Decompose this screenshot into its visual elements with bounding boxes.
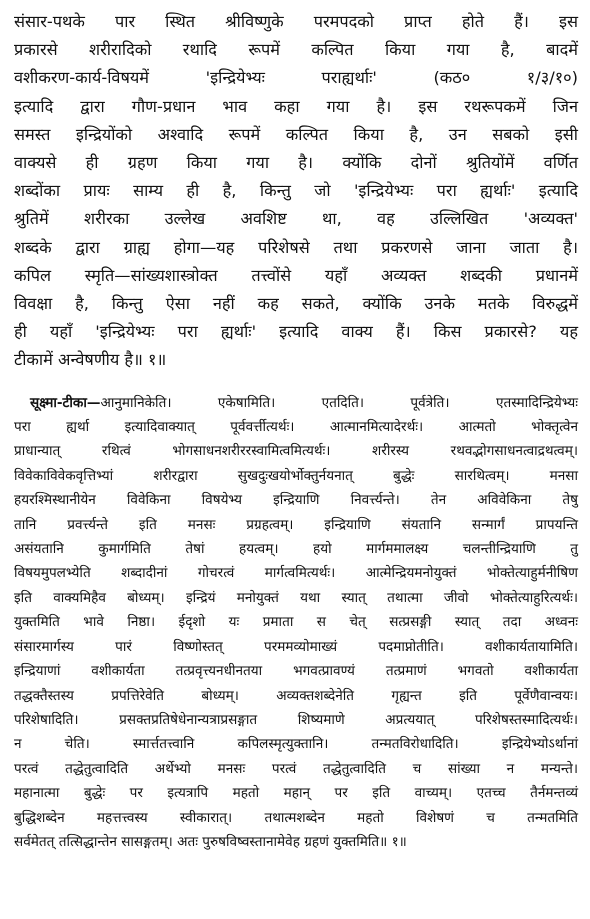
text-line: इति वाक्यमिहैव बोध्यम्। इन्द्रियं मनोयुक्तं यथा स्यात् तथात्मा जीवो भोक्तेत्याहुरित्यर्थः।	[14, 589, 578, 606]
text-line: शब्दके द्वारा ग्राह्य होगा—यह परिशेषसे तथा प्रकरणसे जाना जाता है।	[14, 237, 578, 257]
text-line: वशीकरण-कार्य-विषयमें 'इन्द्रियेभ्यः पराह्यर्थाः' (कठ० १/३/१०)	[14, 68, 578, 88]
text-line: तानि प्रवर्त्त्यन्ते इति मनसः प्रग्रहत्वम्। इन्द्रियाणि संयतानि सन्मार्गं प्रापयन्ति	[14, 516, 578, 533]
text-line: इत्यादि द्वारा गौण-प्रधान भाव कहा गया है। इस रथरूपकमें जिन	[14, 96, 578, 116]
text-line: प्रकारसे शरीरादिको रथादि रूपमें कल्पित किया गया है, बादमें	[14, 40, 578, 60]
paragraph-gap	[14, 375, 578, 391]
text-line: परत्वं तद्धेतुत्वादिति अर्थेभ्यो मनसः परत्वं तद्धेतुत्वादिति च सांख्या न मन्यन्ते।	[14, 760, 578, 777]
text-line-content: आनुमानिकेति। एकेषामिति। एतदिति। पूर्वत्रेति। एतस्मादिन्द्रियेभ्यः	[100, 394, 578, 411]
text-line: हयरश्मिस्थानीयेन विवेकिना विषयेभ्य इन्द्रियाणि निवर्त्त्यन्ते। तेन अविवेकिना तेषु	[14, 492, 578, 509]
text-line: सर्वमेतत् तत्सिद्धान्तेन सासङ्गतम्। अतः पुरुषविष्वस्तानामेवेह ग्रहणं युक्तमिति॥ १॥	[14, 833, 407, 850]
text-line	[14, 391, 578, 415]
text-line: युक्तमिति भावे निष्ठा। ईदृशो यः प्रमाता स चेत् सत्प्रसङ्गी स्यात् तदा अध्वनः	[14, 614, 578, 631]
text-line: विवक्षा है, किन्तु ऐसा नहीं कह सकते, क्योंकि उनके मतके विरुद्धमें	[14, 294, 578, 314]
text-line: प्राधान्यात् रथित्वं भोगसाधनशरीररस्वामित्वमित्यर्थः। शरीरस्य रथवद्भोगसाधनत्वाद्रथत्वम्।	[14, 443, 578, 460]
text-line: इन्द्रियाणां वशीकार्यता तत्प्रवृत्त्यनधीनतया भगवत्प्रावण्यं तत्प्रमाणं भगवतो वशीकार्यता	[14, 663, 578, 680]
text-line: ही यहाँ 'इन्द्रियेभ्यः परा ह्यर्थाः' इत्यादि वाक्य हैं। किस प्रकारसे? यह	[14, 322, 578, 342]
text-line: श्रुतिमें शरीरका उल्लेख अवशिष्ट था, वह उल्लिखित 'अव्यक्त'	[14, 209, 578, 229]
tika-heading: सूक्ष्मा-टीका—	[30, 394, 101, 411]
text-line: टीकामें अन्वेषणीय है॥ १॥	[14, 350, 167, 370]
text-line: समस्त इन्द्रियोंको अश्वादि रूपमें कल्पित किया है, उन सबको इसी	[14, 124, 578, 144]
text-line: विवेकाविवेकवृत्तिभ्यां शरीरद्वारा सुखदुःखयोर्भोक्तुर्नयनात् बुद्धेः सारथित्वम्। मनसा	[14, 467, 578, 484]
document-page	[14, 8, 578, 854]
text-line: वाक्यसे ही ग्रहण किया गया है। क्योंकि दोनों श्रुतियोंमें वर्णित	[14, 153, 578, 173]
text-line: कपिल स्मृति—सांख्यशास्त्रोक्त तत्त्वोंसे यहाँ अव्यक्त शब्दकी प्रधानमें	[14, 265, 578, 285]
text-line: संसार-पथके पार स्थित श्रीविष्णुके परमपदको प्राप्त होते हैं। इस	[14, 12, 578, 31]
text-line: महानात्मा बुद्धेः पर इत्यत्रापि महतो महान् पर इति वाच्यम्। एतच्च तैर्नमन्तव्यं	[14, 785, 578, 802]
text-line: संसारमार्गस्य पारं विष्णोस्तत् परममव्योमाख्यं पदमाप्नोतीति। वशीकार्यतायामिति।	[14, 638, 578, 655]
text-line: शब्दोंका प्रायः साम्य ही है, किन्तु जो 'इन्द्रियेभ्यः परा ह्यर्थाः' इत्यादि	[14, 181, 578, 201]
text-line: परा ह्यर्था इत्यादिवाक्यात् पूर्ववर्त्तीत्यर्थः। आत्मानमित्यादेरर्थः। आत्मतो भोक्तृत्वेन	[14, 419, 578, 436]
text-line: विषयमुपलभ्येति शब्दादीनां गोचरत्वं मार्गत्वमित्यर्थः। आत्मेन्द्रियमनोयुक्तं भोक्तेत्याहुर्मनीषिण	[14, 565, 578, 582]
hindi-explanation-paragraph	[14, 8, 578, 375]
text-line: परिशेषादिति। प्रसक्तप्रतिषेधेनान्यत्राप्रसङ्गात शिष्यमाणे अप्रत्ययात् परिशेषस्तस्मादित्यर्थः।	[14, 711, 578, 728]
text-line: न चेति। स्मार्त्ततत्त्वानि कपिलस्मृत्युक्तानि। तन्मतविरोधादिति। इन्द्रियेभ्योऽर्थानां	[14, 736, 578, 753]
text-line: तद्धक्तैस्तस्य प्रपत्तिरेवेति बोध्यम्। अव्यक्तशब्देनेति गृह्यन्त इति पूर्वेणैवान्वयः।	[14, 687, 578, 704]
text-line: बुद्धिशब्देन महत्तत्त्वस्य स्वीकारात्। तथात्मशब्देन महतो विशेषणं च तन्मतमिति	[14, 809, 578, 826]
text-line: असंयतानि कुमार्गमिति तेषां हयत्वम्। हयो मार्गममालक्ष्य चलन्तीन्द्रियाणि तु	[14, 541, 578, 558]
sukshma-tika-paragraph	[14, 391, 578, 855]
